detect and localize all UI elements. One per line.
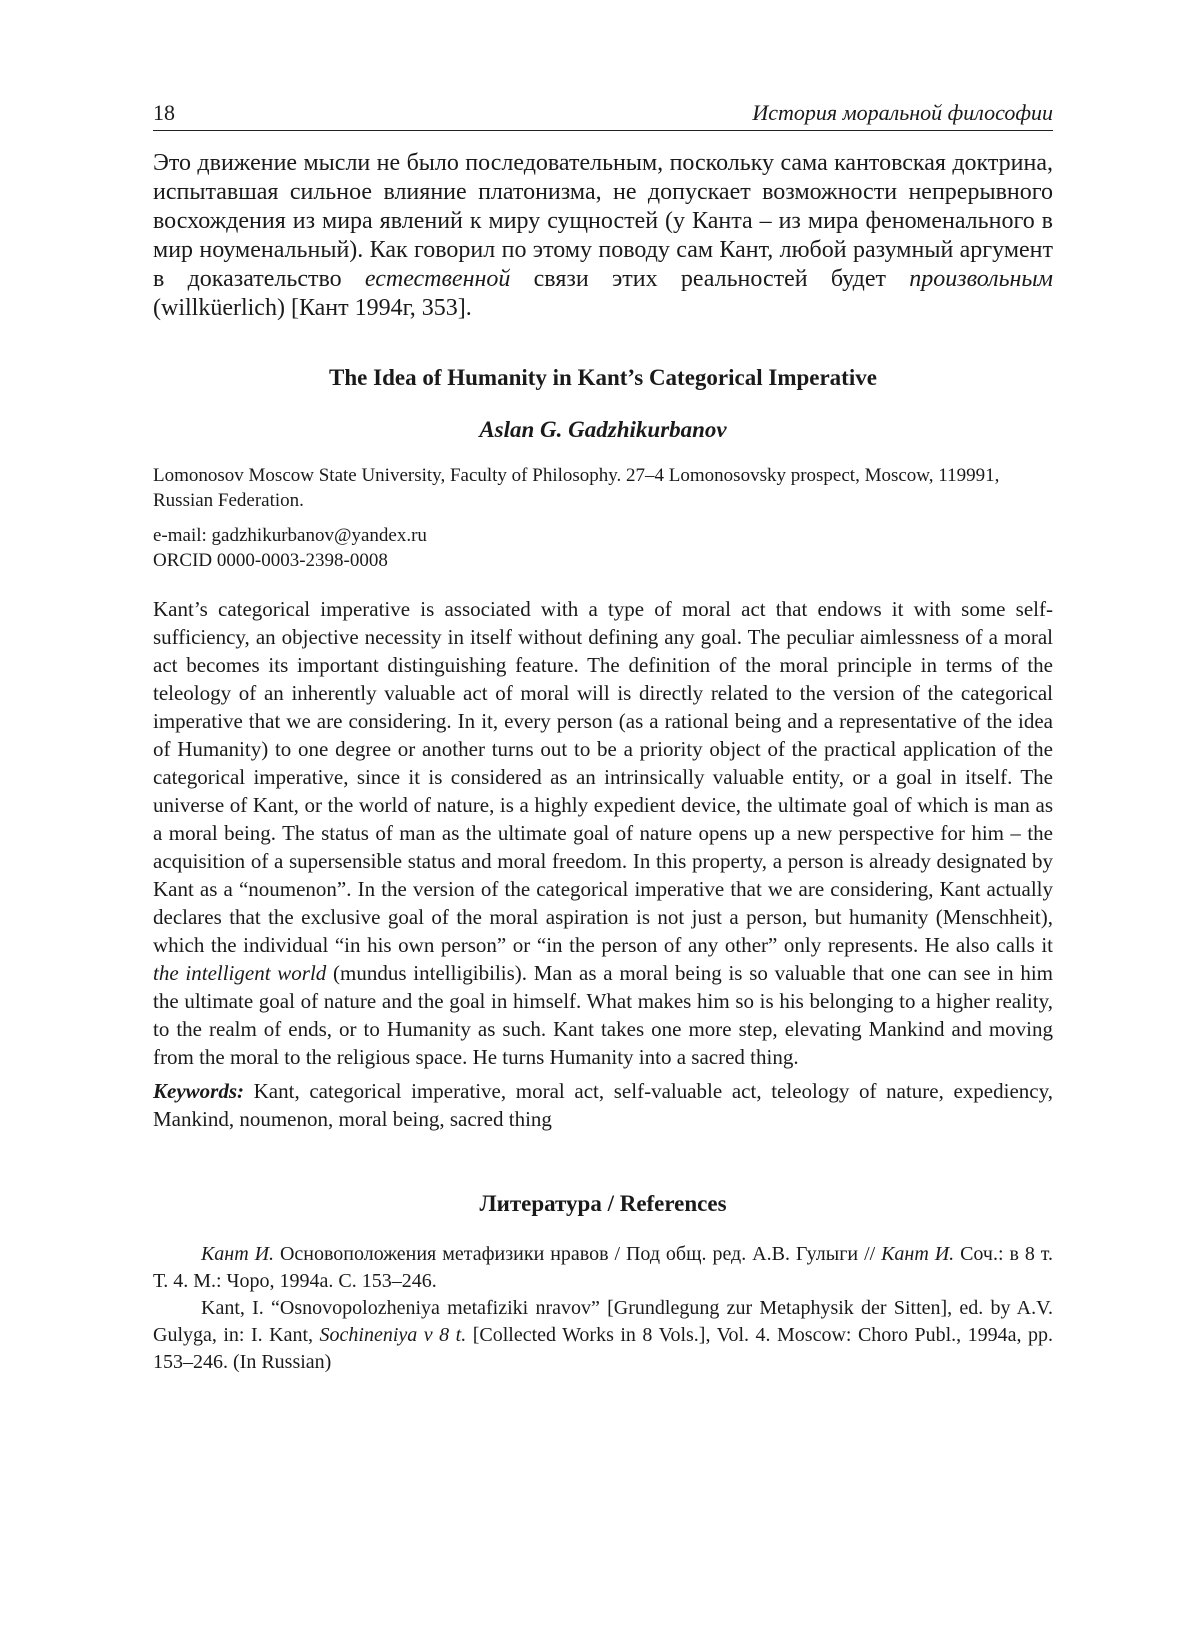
running-header: [153, 100, 1053, 131]
author-orcid: ORCID 0000-0003-2398-0008: [153, 550, 388, 571]
keywords-label: Keywords:: [153, 1079, 244, 1103]
ref-ru-author-1: Кант И.: [201, 1243, 275, 1265]
ref-en-text-1: Kant, I. “Osnovopolozheniya metafiziki nravov” [Grundlegung zur Metaphysik der Sitten], ed. by A.V. Gulyga, in: I. Kant,: [153, 1297, 1053, 1346]
reference-ru: [153, 1241, 1053, 1295]
author-contacts: [153, 523, 1053, 573]
ref-en-italic-1: Sochineniya v 8 t.: [319, 1324, 467, 1346]
abstract-paragraph: [153, 595, 1053, 1071]
intro-text-1: Это движение мысли не было последовательным, поскольку сама кантовская доктрина, испытавшая сильное влияние платонизма, не допускает возможности непрерывного восхождения из мира явлений к миру сущностей (у Канта – из мира феноменального в мир ноуменальный). Как говорил по этому поводу сам Кант, любой разумный аргумент в доказательство: [153, 150, 1053, 292]
ref-en-text-2: [Collected Works in 8 Vols.], Vol. 4. Moscow: Choro Publ., 1994a, pp. 153–246. (In Russian): [153, 1324, 1053, 1373]
author-email: e-mail: gadzhikurbanov@yandex.ru: [153, 525, 427, 546]
ref-ru-text-1: Основоположения метафизики нравов / Под общ. ред. А.В. Гулыги //: [274, 1243, 882, 1265]
intro-paragraph: [153, 149, 1053, 323]
author-affiliation: Lomonosov Moscow State University, Faculty of Philosophy. 27–4 Lomonosovsky prospect, Moscow, 119991, Russian Federation.: [153, 465, 1000, 511]
intro-text-2: связи этих реальностей будет: [510, 266, 910, 292]
page-number: 18: [153, 100, 175, 125]
abstract-text-2: (mundus intelligibilis). Man as a moral being is so valuable that one can see in him the ultimate goal of nature and the goal in himself. What makes him so is his belonging to a higher reality, to the realm of ends, or to Humanity as such. Kant takes one more step, elevating Mankind and moving from the moral to the religious space. He turns Humanity into a sacred thing.: [153, 961, 1053, 1069]
ref-ru-text-2: Соч.: в 8 т. Т. 4. М.: Чоро, 1994а. С. 153–246.: [153, 1243, 1054, 1292]
keywords-list: Kant, categorical imperative, moral act, self-valuable act, teleology of nature, expediency, Mankind, noumenon, moral being, sacred thing: [153, 1079, 1053, 1131]
ref-ru-author-2: Кант И.: [881, 1243, 955, 1265]
page: [153, 100, 1053, 1376]
article-title: The Idea of Humanity in Kant’s Categorical Imperative: [329, 365, 877, 390]
intro-italic-1: естественной: [364, 266, 511, 292]
intro-text-3: (willküerlich) [Кант 1994г, 353].: [153, 295, 472, 321]
reference-en: [153, 1295, 1053, 1376]
intro-italic-2: произвольным: [909, 266, 1053, 292]
keywords: [153, 1077, 1053, 1133]
abstract-text-1: Kant’s categorical imperative is associated with a type of moral act that endows it with some self-sufficiency, an objective necessity in itself without defining any goal. The peculiar aimlessness of a moral act becomes its important distinguishing feature. The definition of the moral principle in terms of the teleology of an inherently valuable act of moral will is directly related to the version of the categorical imperative that we are considering. In it, every person (as a rational being and a representative of the idea of Humanity) to one degree or another turns out to be a priority object of the practical application of the categorical imperative, since it is considered as an intrinsically valuable entity, or a goal in itself. The universe of Kant, or the world of nature, is a highly expedient device, the ultimate goal of which is man as a moral being. The status of man as the ultimate goal of nature opens up a new perspective for him – the acquisition of a supersensible status and moral freedom. In this property, a person is already designated by Kant as a “noumenon”. In the version of the categorical imperative that we are considering, Kant actually declares that the exclusive goal of the moral aspiration is not just a person, but humanity (Menschheit), which the individual “in his own person” or “in the person of any other” only represents. He also calls it: [153, 597, 1053, 957]
references-heading: Литература / References: [479, 1191, 727, 1216]
article-author: Aslan G. Gadzhikurbanov: [479, 417, 727, 442]
journal-title: История моральной философии: [752, 100, 1053, 125]
abstract-italic-1: the intelligent world: [153, 961, 327, 985]
